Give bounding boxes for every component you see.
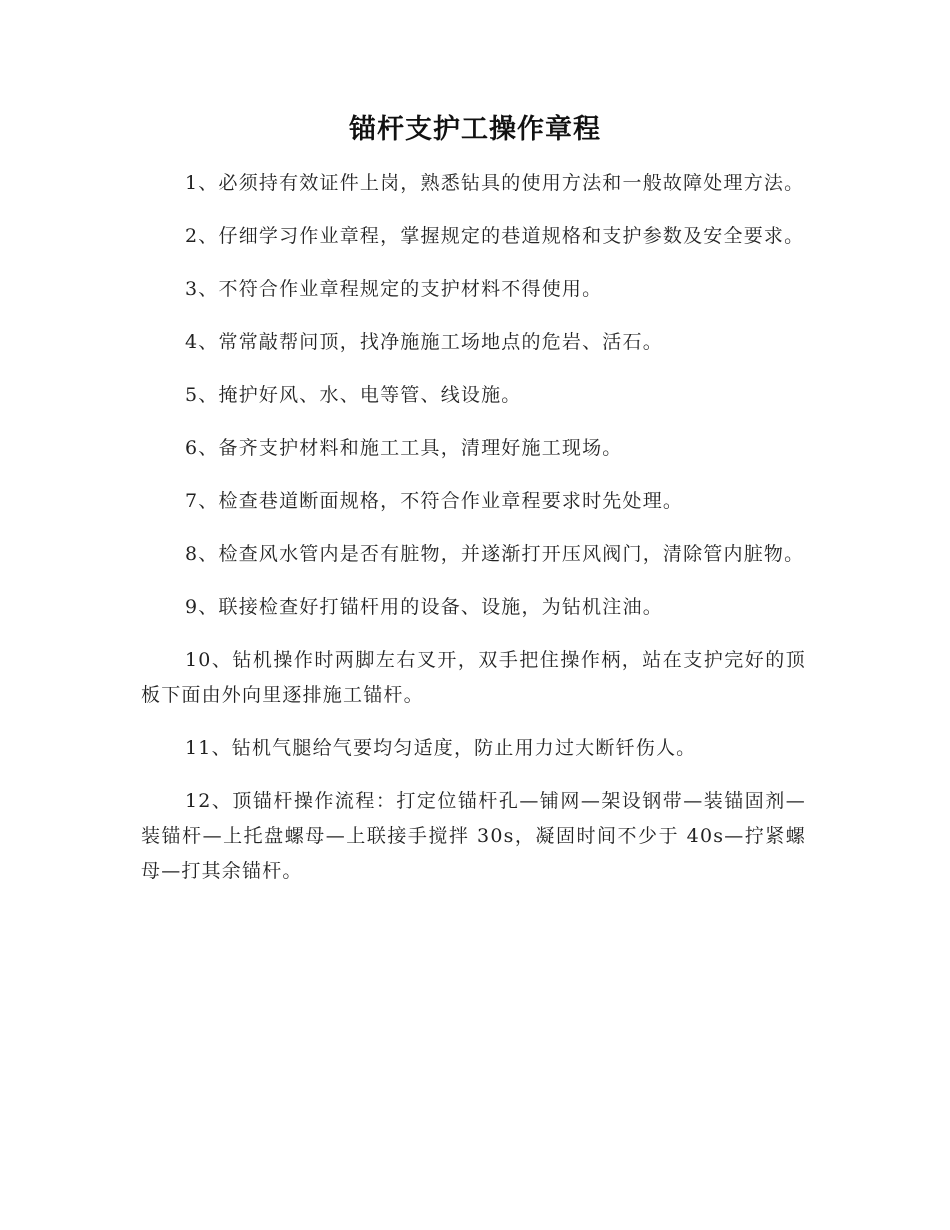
paragraph-2: 2、仔细学习作业章程，掌握规定的巷道规格和支护参数及安全要求。 <box>185 225 805 247</box>
paragraph-12: 12、顶锚杆操作流程：打定位锚杆孔—铺网—架设钢带—装锚固剂—装锚杆—上托盘螺母—上联接手搅拌 30s，凝固时间不少于 40s—拧紧螺母—打其余锚杆。 <box>141 790 806 882</box>
document-title: 锚杆支护工操作章程 <box>349 114 601 145</box>
paragraph-5: 5、掩护好风、水、电等管、线设施。 <box>185 384 522 406</box>
paragraph-8: 8、检查风水管内是否有脏物，并遂渐打开压风阀门，清除管内脏物。 <box>185 543 805 565</box>
paragraph-1: 1、必须持有效证件上岗，熟悉钻具的使用方法和一般故障处理方法。 <box>185 172 805 194</box>
paragraph-4: 4、常常敲帮问顶，找净施施工场地点的危岩、活石。 <box>185 331 663 353</box>
paragraph-9: 9、联接检查好打锚杆用的设备、设施，为钻机注油。 <box>185 596 663 618</box>
paragraph-6: 6、备齐支护材料和施工工具，清理好施工现场。 <box>185 437 623 459</box>
paragraph-7: 7、检查巷道断面规格，不符合作业章程要求时先处理。 <box>185 490 684 512</box>
paragraph-11: 11、钻机气腿给气要均匀适度，防止用力过大断钎伤人。 <box>185 737 697 759</box>
paragraph-10: 10、钻机操作时两脚左右叉开，双手把住操作柄，站在支护完好的顶板下面由外向里逐排施工锚杆。 <box>141 649 806 706</box>
paragraph-3: 3、不符合作业章程规定的支护材料不得使用。 <box>185 278 603 300</box>
document-body <box>141 166 806 907</box>
